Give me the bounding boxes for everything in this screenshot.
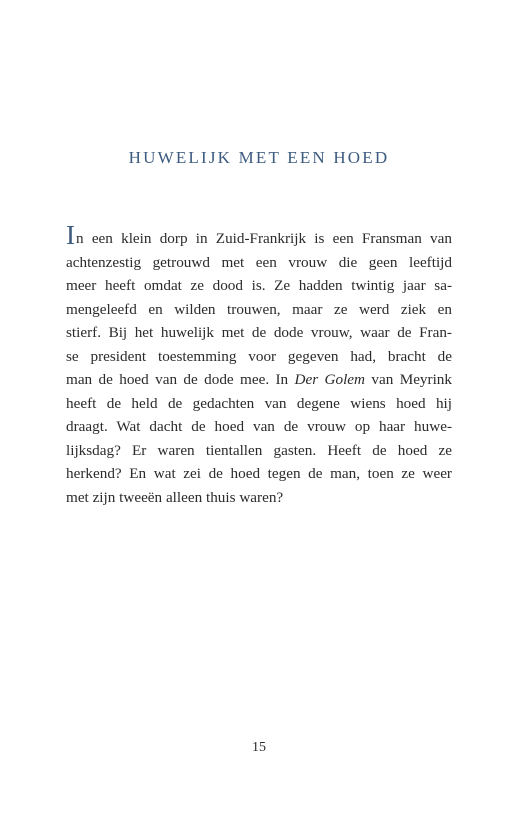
text-line-12: met zijn tweeën alleen thuis waren? [66,488,284,506]
text-line-8: heeft de held de gedachten van degene wiens hoed hij [66,394,452,412]
text-line-7: man de hoed van de dode mee. In Der Golem van Meyrink [66,371,452,388]
text-line-6: se president toestemming voor gegeven had, bracht de [66,347,452,365]
drop-cap: I [66,220,75,250]
text-line-1: In een klein dorp in Zuid-Frankrijk is een Fransman van [66,220,452,250]
page-number: 15 [252,740,266,755]
text-line-3: meer heeft omdat ze dood is. Ze hadden twintig jaar sa- [66,277,452,294]
text-line-10: lijksdag? Er waren tientallen gasten. Heeft de hoed ze [66,441,452,459]
text-line-4: mengeleefd en wilden trouwen, maar ze werd ziek en [66,300,452,318]
text-line-2: achtenzestig getrouwd met een vrouw die geen leeftijd [66,253,452,271]
text-line-5: stierf. Bij het huwelijk met de dode vrouw, waar de Fran- [66,324,452,341]
text-line-11: herkend? En wat zei de hoed tegen de man, toen ze weer [66,465,452,482]
chapter-title: HUWELIJK MET EEN HOED [128,148,390,167]
text-line-9: draagt. Wat dacht de hoed van de vrouw op haar huwe- [66,418,452,435]
book-title-italic: Der Golem [294,371,366,388]
body-paragraph [66,220,452,509]
